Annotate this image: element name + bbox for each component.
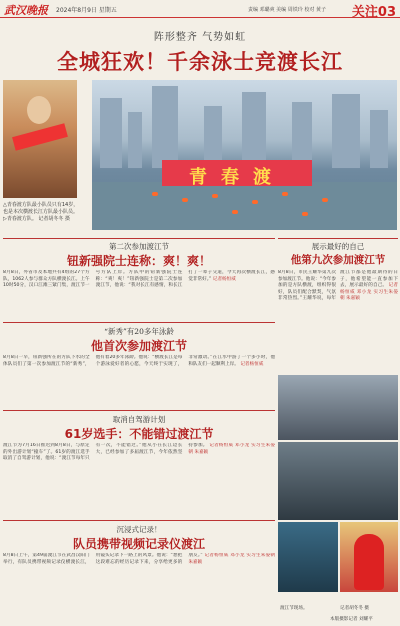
article-byline: 记者杨恒威 邓小龙 实习生朱晏朝 朱嘉颖 bbox=[188, 443, 275, 455]
lead-headline: 全城狂欢！千余泳士竞渡长江 bbox=[57, 50, 343, 74]
article-byline: 记者杨恒威 bbox=[240, 361, 264, 367]
article-body-text: 8月8日，外省市及本地共有4组的27个方队，1062人参与群众方队横渡长江。上午10时50分，汉口江滩三紧门集，渡江节一号方队上岸。方队中的钮新强院士连称：“爽！爽！”钮新强院士是第二次参加渡江节，他说：“我对长江有感情，和长江打了一辈子交道，今天再次横渡长江，感觉非常好。” bbox=[3, 270, 275, 289]
main-river-photo bbox=[92, 80, 397, 230]
skyline-building bbox=[242, 92, 266, 168]
article-title: 他第九次参加渡江节 bbox=[290, 254, 386, 266]
swimmer-cap bbox=[302, 212, 308, 216]
article-title: 队员携带视频记录仪渡江 bbox=[72, 537, 205, 551]
skyline-building bbox=[370, 110, 388, 168]
article-body-text: 8月8日，市民王耀华第九次参加渡江节。他说：“今年参加的是方队横渡，组织得很好，队员们配合默契，气氛非常热烈。”王耀华说，每年渡江节都是他最期待的日子，他希望能一直参加下去，展示最好的自己。 bbox=[278, 270, 398, 302]
article-byline: 记者杨恒威 邓小龙 实习生朱晏朝 朱嘉颖 bbox=[188, 553, 275, 565]
article-kicker: 沉浸式记录！ bbox=[116, 525, 162, 534]
performer-photo bbox=[340, 522, 398, 592]
section-divider bbox=[3, 410, 275, 411]
skyline-building bbox=[128, 112, 142, 168]
swimmer-cap bbox=[182, 198, 188, 202]
swimmer-cap bbox=[322, 198, 328, 202]
page-photo-credit: 本版摄影记者 刘耀平 bbox=[330, 617, 373, 622]
lead-kicker: 阵形整齐 气势如虹 bbox=[153, 32, 247, 43]
skyline-building bbox=[152, 86, 178, 168]
photo-caption: 渡江节现场。 bbox=[280, 606, 308, 611]
newspaper-logo: 武汉晚报 bbox=[4, 4, 48, 17]
performer-figure bbox=[354, 534, 384, 590]
article-body bbox=[278, 270, 398, 372]
issue-date: 2024年8月9日 星期五 bbox=[56, 7, 117, 14]
skyline-building bbox=[100, 98, 122, 168]
masthead bbox=[0, 0, 400, 18]
article-body bbox=[3, 270, 275, 320]
article-kicker: 第二次参加渡江节 bbox=[109, 242, 169, 251]
article-kicker: 取消自驾游计划 bbox=[112, 415, 166, 424]
swimmer-cap bbox=[282, 192, 288, 196]
article-body bbox=[3, 443, 275, 515]
article-title: 他首次参加渡江节 bbox=[90, 339, 187, 353]
article-byline: 记者杨恒威 邓小龙 实习生朱晏朝 朱嘉颖 bbox=[340, 283, 398, 302]
youngest-swimmer-photo bbox=[3, 80, 77, 198]
article-body bbox=[3, 553, 275, 621]
skyline-building bbox=[292, 102, 312, 168]
skyline-building bbox=[204, 106, 222, 168]
article-body-text: 渡江节为7月16日推迟到8月8日，与原定的外出游计划“撞车”了。61岁的渡江选手取消了自驾游计划，他说：“渡江节每年只有一次，不能错过。”他从小在长江边长大，已经参加了多届渡江节，今年依然坚持参加。 bbox=[3, 443, 208, 462]
river-water bbox=[92, 182, 397, 230]
celebration-photo bbox=[278, 442, 398, 520]
article-title: 钮新强院士连称：爽！爽！ bbox=[66, 254, 211, 268]
swimmer-cap bbox=[152, 192, 158, 196]
river-scene-photo bbox=[278, 522, 338, 592]
article-kicker: “新秀”有20多年泳龄 bbox=[104, 327, 174, 336]
section-divider bbox=[3, 520, 275, 521]
article-kicker: 展示最好的自己 bbox=[311, 242, 365, 251]
swimmer-cap bbox=[232, 210, 238, 214]
qingchundu-banner bbox=[162, 160, 312, 186]
swimmer-face bbox=[27, 96, 51, 124]
editors-credit: 责编 邓璐爽 美编 周铁玲 校对 黄子 bbox=[248, 7, 326, 13]
article-body bbox=[3, 355, 275, 407]
section-divider bbox=[3, 322, 275, 323]
article-body-text: 8月8日一早，钮新强所在的方队下水的全体队员们了第一次参加渡江节的“新秀”，他有着20多年泳龄。他说：“横渡长江是每个游泳爱好者的心愿，今天终于实现了，非常激动。”在江水中游了一个多小时，他和队友们一起顺利上岸。 bbox=[3, 355, 275, 367]
section-divider bbox=[3, 238, 275, 239]
article-body-text: 8月8日上午，第49届渡江节在武昌汉阳门举行，有队员携带视频记录仪横渡长江，用镜头记录下一路上的风景。他说：“想把这段难忘的经历记录下来，分享给更多的朋友。” bbox=[3, 553, 203, 565]
article-byline: 记者杨恒威 bbox=[212, 276, 236, 282]
banner-text: 青春渡 bbox=[189, 167, 285, 188]
photo-credit: 记者胡冬冬 摄 bbox=[340, 606, 370, 611]
small-photo-caption: △青春渡方队最小队员只有14岁，也是本次横渡长江方队最小队员。▷青春渡方队。 记者胡冬冬 摄 bbox=[3, 202, 79, 222]
swimmer-cap bbox=[252, 200, 258, 204]
section-divider bbox=[278, 238, 398, 239]
swimmer-cap bbox=[212, 194, 218, 198]
section-label: 关注03 bbox=[351, 5, 396, 20]
article-title: 61岁选手：不能错过渡江节 bbox=[64, 427, 214, 441]
skyline-building bbox=[332, 94, 360, 168]
crowd-photo bbox=[278, 375, 398, 440]
swimmer-sash bbox=[12, 123, 68, 150]
